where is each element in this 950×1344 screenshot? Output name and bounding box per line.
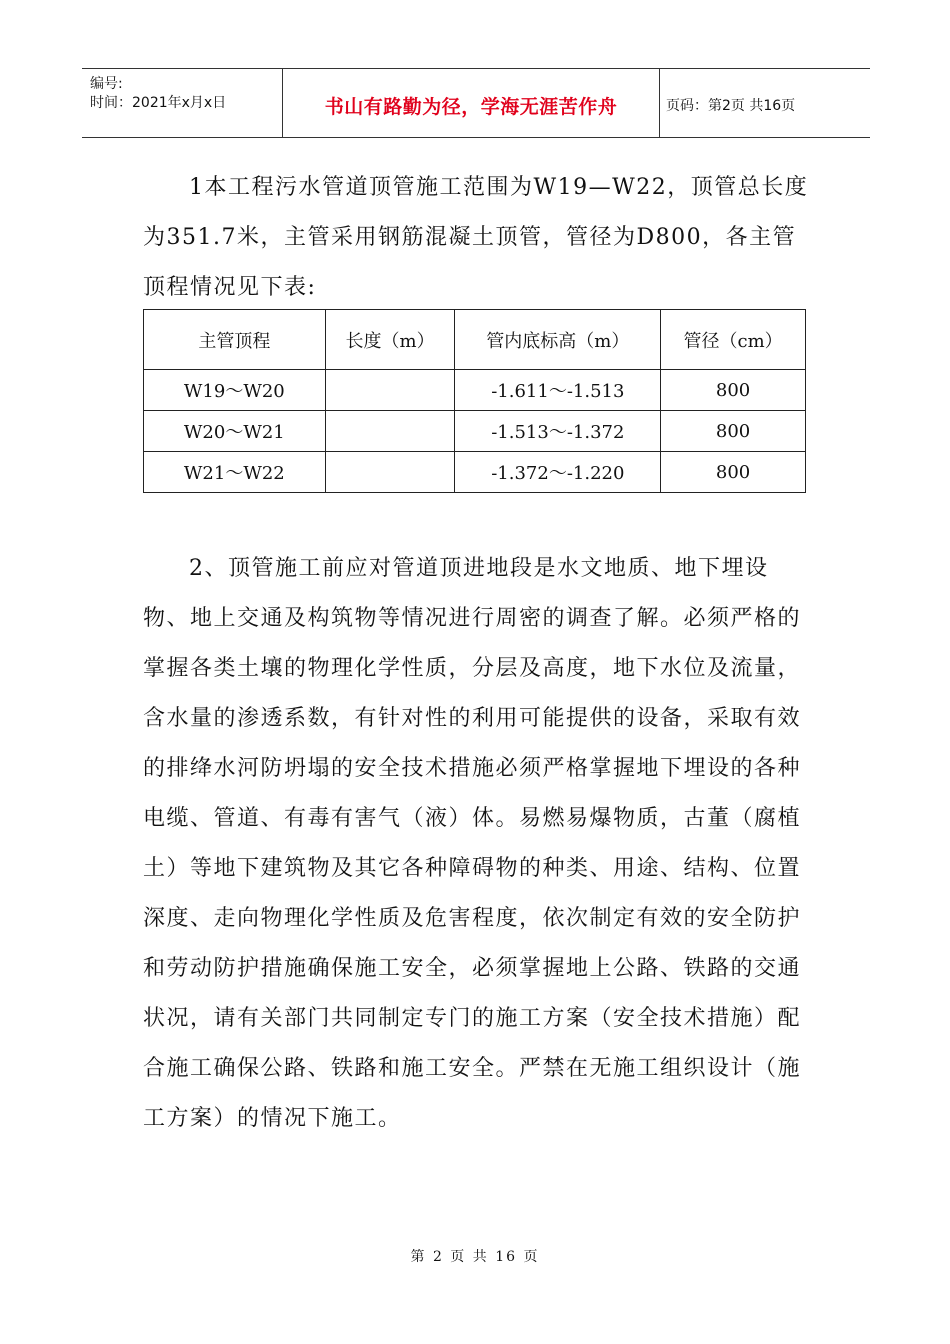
cell-diameter: 800 [661, 370, 806, 411]
cell-elevation: -1.513～-1.372 [455, 411, 661, 452]
cell-section: W21～W22 [144, 452, 326, 493]
page-header [82, 68, 870, 138]
table-row [144, 452, 806, 493]
cell-elevation: -1.611～-1.513 [455, 370, 661, 411]
cell-section: W19～W20 [144, 370, 326, 411]
cell-section: W20～W21 [144, 411, 326, 452]
paragraph-1: 1本工程污水管道顶管施工范围为W19—W22，顶管总长度为351.7米，主管采用钢筋混凝土顶管，管径为D800，各主管顶程情况见下表: [143, 175, 809, 300]
header-motto: 书山有路勤为径，学海无涯苦作舟 [324, 96, 618, 118]
paragraph-2: 2、顶管施工前应对管道顶进地段是水文地质、地下埋设物、地上交通及构筑物等情况进行周密的调查了解。必须严格的掌握各类土壤的物理化学性质，分层及高度，地下水位及流量，含水量的渗透系数，有针对性的利用可能提供的设备，采取有效的排绛水河防坍塌的安全技术措施必须严格掌握地下埋设的各种电缆、管道、有毒有害气（液）体。易燃易爆物质，古董（腐植土）等地下建筑物及其它各种障碍物的种类、用途、结构、位置深度、走向物理化学性质及危害程度，依次制定有效的安全防护和劳动防护措施确保施工安全，必须掌握地上公路、铁路的交通状况，请有关部门共同制定专门的施工方案（安全技术措施）配合施工确保公路、铁路和施工安全。严禁在无施工组织设计（施工方案）的情况下施工。 [143, 556, 802, 1131]
page-footer: 第 2 页 共 16 页 [410, 1249, 540, 1265]
document-number-label: 编号: [90, 76, 123, 92]
header-motto-cell [282, 69, 660, 137]
header-meta [82, 69, 282, 137]
cell-length [325, 370, 455, 411]
header-page-cell [660, 69, 870, 137]
table-row [144, 411, 806, 452]
column-header-diameter: 管径（cm） [661, 310, 806, 370]
column-header-invert-elevation: 管内底标高（m） [455, 310, 661, 370]
cell-elevation: -1.372～-1.220 [455, 452, 661, 493]
cell-diameter: 800 [661, 411, 806, 452]
header-page-info: 页码：第2页 共16页 [666, 98, 796, 114]
pipe-section-table [143, 309, 806, 493]
cell-diameter: 800 [661, 452, 806, 493]
column-header-section: 主管顶程 [144, 310, 326, 370]
cell-length [325, 411, 455, 452]
table-header-row [144, 310, 806, 370]
document-date: 时间：2021年x月x日 [90, 95, 227, 111]
table-row [144, 370, 806, 411]
column-header-length: 长度（m） [325, 310, 455, 370]
cell-length [325, 452, 455, 493]
